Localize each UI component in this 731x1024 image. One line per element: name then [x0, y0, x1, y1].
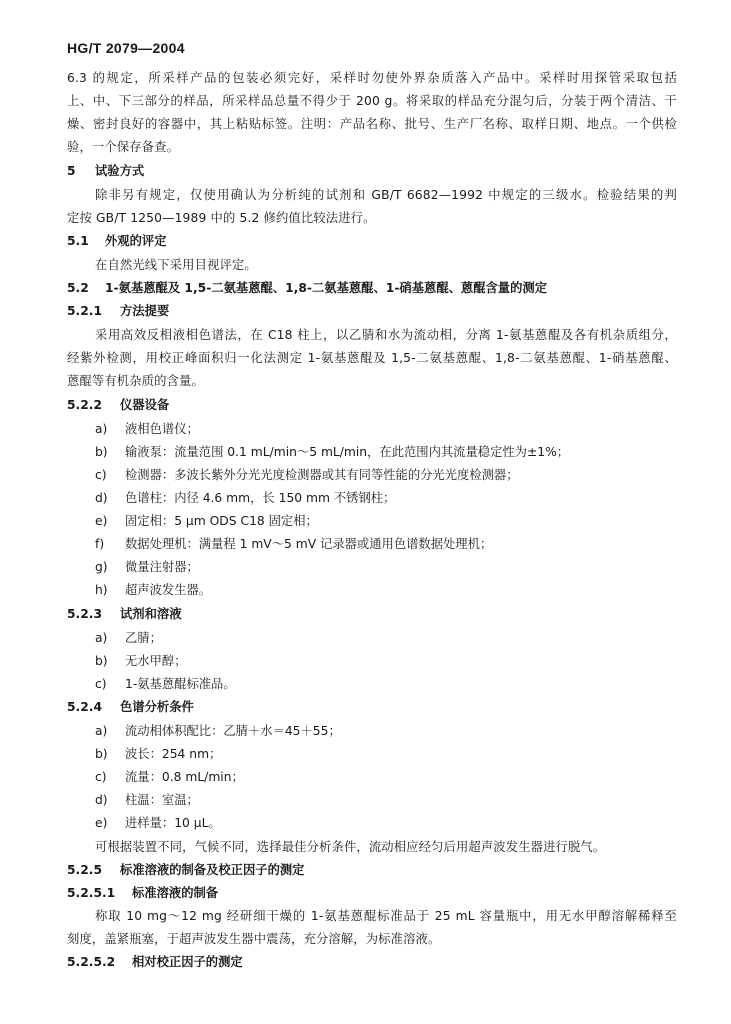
- section-5-2-3-title: 试剂和溶液: [120, 607, 182, 621]
- section-5-2-1-line-1: 采用高效反相液相色谱法，在 C18 柱上，以乙腈和水为流动相，分离 1-氨基蒽醌及各有机杂质组分，: [95, 328, 677, 342]
- instrument-item-label: c): [95, 468, 107, 482]
- section-5-2-title: 1-氨基蒽醌及 1,5-二氨基蒽醌、1,8-二氨基蒽醌、1-硝基蒽醌、蒽醌含量的测定: [105, 281, 547, 295]
- reagent-item-text: 1-氨基蒽醌标准品。: [125, 677, 236, 691]
- section-5-1-text: 在自然光线下采用目视评定。: [95, 258, 257, 272]
- intro-line-3: 燥、密封良好的容器中，其上粘贴标签。注明：产品名称、批号、生产厂名称、取样日期、地点。一个供检: [67, 117, 677, 131]
- section-5-1-title: 外观的评定: [105, 234, 167, 248]
- section-5-2-5-1-line-1: 称取 10 mg～12 mg 经研细干燥的 1-氨基蒽醌标准品于 25 mL 容量瓶中，用无水甲醇溶解稀释至: [95, 909, 677, 923]
- instrument-item-text: 液相色谱仪；: [125, 422, 199, 436]
- section-5-2-5-2-title: 相对校正因子的测定: [132, 955, 243, 969]
- instrument-item-label: h): [95, 583, 108, 597]
- condition-item-label: a): [95, 724, 108, 738]
- instrument-item-label: f): [95, 537, 105, 551]
- section-5-2-1-line-2: 经紫外检测，用校正峰面积归一化法测定 1-氨基蒽醌及 1,5-二氨基蒽醌、1,8-二氨基蒽醌、1-硝基蒽醌、: [67, 351, 677, 365]
- condition-item-label: e): [95, 816, 108, 830]
- section-5-para-line-2: 定按 GB/T 1250—1989 中的 5.2 修约值比较法进行。: [67, 211, 376, 225]
- section-5-2-5-1-title: 标准溶液的制备: [132, 886, 219, 900]
- intro-line-2: 上、中、下三部分的样品，所采样品总量不得少于 200 g。将采取的样品充分混匀后，分装于两个清洁、干: [67, 94, 677, 108]
- section-5-2-2-number: 5.2.2: [67, 398, 103, 412]
- section-5-2-1-number: 5.2.1: [67, 304, 103, 318]
- instrument-item-text: 输液泵：流量范围 0.1 mL/min～5 mL/min，在此范围内其流量稳定性为±1%；: [125, 445, 570, 459]
- instrument-item-label: d): [95, 491, 108, 505]
- section-5-2-1-line-3: 蒽醌等有机杂质的含量。: [67, 374, 204, 388]
- standard-code-header: HG/T 2079—2004: [67, 40, 185, 56]
- condition-item-text: 进样量：10 μL。: [125, 816, 221, 830]
- section-5-1-number: 5.1: [67, 234, 89, 248]
- instrument-item-text: 微量注射器；: [125, 560, 199, 574]
- condition-item-label: d): [95, 793, 108, 807]
- instrument-item-label: g): [95, 560, 108, 574]
- instrument-item-text: 色谱柱：内径 4.6 mm，长 150 mm 不锈钢柱；: [125, 491, 396, 505]
- reagent-item-label: b): [95, 654, 108, 668]
- section-5-2-5-1-line-2: 刻度，盖紧瓶塞，于超声波发生器中震荡，充分溶解，为标准溶液。: [67, 932, 441, 946]
- section-5-2-1-title: 方法提要: [120, 304, 170, 318]
- condition-item-label: c): [95, 770, 107, 784]
- section-5-2-4-number: 5.2.4: [67, 700, 103, 714]
- section-5-2-4-title: 色谱分析条件: [120, 700, 194, 714]
- section-5-2-5-1-number: 5.2.5.1: [67, 886, 116, 900]
- reagent-item-label: c): [95, 677, 107, 691]
- instrument-item-label: a): [95, 422, 108, 436]
- condition-item-label: b): [95, 747, 108, 761]
- section-5-number: 5: [67, 164, 76, 178]
- section-5-title: 试验方式: [95, 164, 145, 178]
- reagent-item-text: 无水甲醇；: [125, 654, 187, 668]
- reagent-item-label: a): [95, 631, 108, 645]
- instrument-item-label: b): [95, 445, 108, 459]
- reagent-item-text: 乙腈；: [125, 631, 162, 645]
- condition-note: 可根据装置不同，气候不同，选择最佳分析条件，流动相应经匀后用超声波发生器进行脱气。: [95, 840, 606, 854]
- section-5-para-line-1: 除非另有规定，仅使用确认为分析纯的试剂和 GB/T 6682—1992 中规定的三级水。检验结果的判: [95, 188, 677, 202]
- section-5-2-2-title: 仪器设备: [120, 398, 170, 412]
- instrument-item-text: 检测器：多波长紫外分光光度检测器或其有同等性能的分光光度检测器；: [125, 468, 519, 482]
- section-5-2-number: 5.2: [67, 281, 89, 295]
- section-5-2-3-number: 5.2.3: [67, 607, 103, 621]
- intro-line-1: 6.3 的规定，所采样产品的包装必须完好，采样时勿使外界杂质落入产品中。采样时用探管采取包括: [67, 71, 677, 85]
- condition-item-text: 波长：254 nm；: [125, 747, 222, 761]
- instrument-item-text: 固定相：5 μm ODS C18 固定相；: [125, 514, 318, 528]
- instrument-item-label: e): [95, 514, 108, 528]
- intro-line-4: 验，一个保存备查。: [67, 140, 180, 154]
- section-5-2-5-number: 5.2.5: [67, 863, 103, 877]
- section-5-2-5-title: 标准溶液的制备及校正因子的测定: [120, 863, 305, 877]
- instrument-item-text: 数据处理机：满量程 1 mV～5 mV 记录器或通用色谱数据处理机；: [125, 537, 493, 551]
- instrument-item-text: 超声波发生器。: [125, 583, 212, 597]
- condition-item-text: 流量：0.8 mL/min；: [125, 770, 244, 784]
- condition-item-text: 流动相体积配比：乙腈＋水＝45＋55；: [125, 724, 341, 738]
- condition-item-text: 柱温：室温；: [125, 793, 199, 807]
- section-5-2-5-2-number: 5.2.5.2: [67, 955, 116, 969]
